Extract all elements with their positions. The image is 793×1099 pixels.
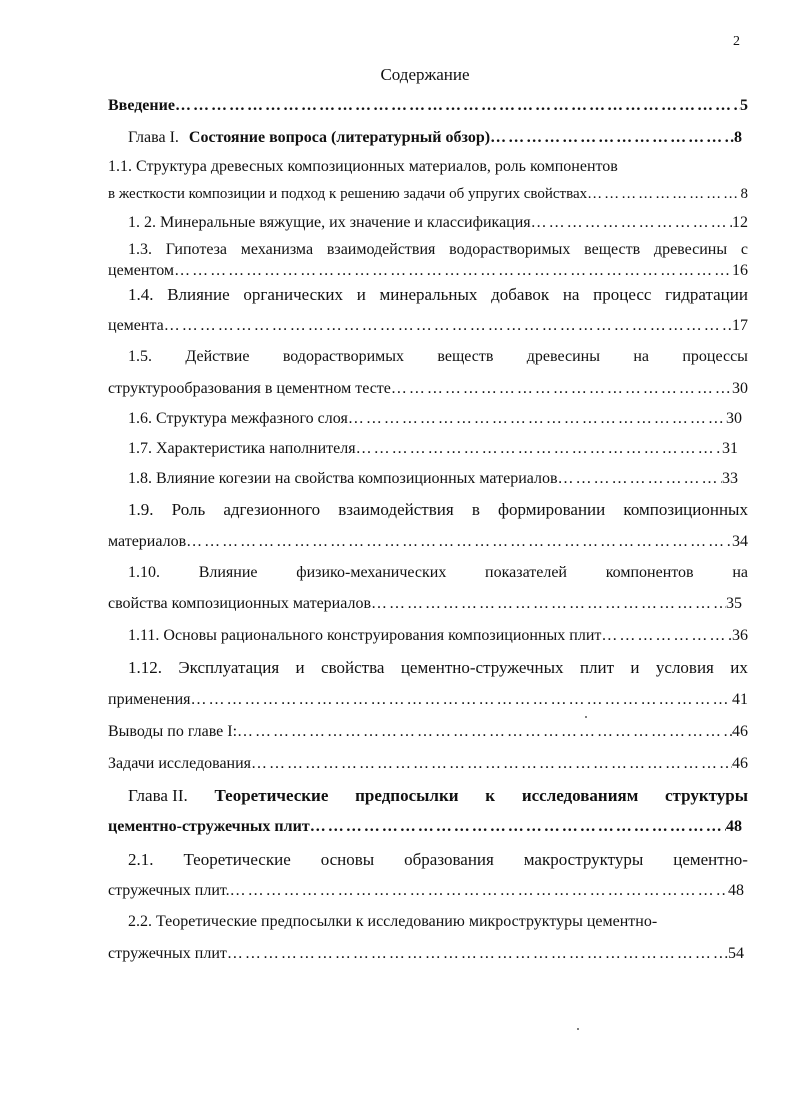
toc-entry-research-tasks: Задачи исследования ………………………………………………………………………………………………………………………………………………………………………… 46 [108, 754, 748, 774]
scan-speck [585, 716, 587, 718]
toc-entry-1-1-line1: 1.1. Структура древесных композиционных материалов, роль компонентов [108, 158, 618, 175]
toc-entry-1-10-line1: 1.10. Влияние физико-механических показателей компонентов на [128, 564, 748, 581]
toc-entry-1-7: 1.7. Характеристика наполнителя ………………………………………………………………………………………………………………………………………………………………………… 31 [128, 439, 738, 459]
toc-entry-1-8: 1.8. Влияние когезии на свойства композиционных материалов ………………………………………………………………………………………………………………………………………………………………………… 33 [128, 469, 738, 489]
toc-entry-chapter-2-line1: Глава II. Теоретические предпосылки к исследованиям структуры [128, 786, 748, 805]
toc-entry-1-6: 1.6. Структура межфазного слоя ………………………………………………………………………………………………………………………………………………………………………… 30 [128, 409, 742, 429]
toc-entry-2-1-line1: 2.1. Теоретические основы образования макроструктуры цементно- [128, 850, 748, 869]
toc-entry-chapter-2-line2: цементно-стружечных плит ………………………………………………………………………………………………………………………………………………………………………… 48 [108, 817, 742, 837]
toc-entry-1-9-line2: материалов ………………………………………………………………………………………………………………………………………………………………………… 34 [108, 532, 748, 552]
toc-entry-2-2-line1: 2.2. Теоретические предпосылки к исследованию микроструктуры цементно- [128, 913, 658, 930]
toc-entry-1-4-line2: цемента ………………………………………………………………………………………………………………………………………………………………………… 17 [108, 316, 748, 336]
toc-entry-1-12-line2: применения ………………………………………………………………………………………………………………………………………………………………………… 41 [108, 690, 748, 710]
page-number: 2 [733, 34, 740, 49]
toc-entry-1-1-line2: в жесткости композиции и подход к решению задачи об упругих свойствах ………………………………………………………………………………………………………………………………………………………………………… 8 [108, 184, 748, 204]
toc-entry-1-2: 1. 2. Минеральные вяжущие, их значение и классификация ………………………………………………………………………………………………………………………………………………………………………… 12 [128, 213, 748, 233]
toc-entry-chapter-1: Глава I. Состояние вопроса (литературный обзор) ………………………………………………………………………………………………………………………………………………………………………… 8 [128, 128, 742, 148]
scan-speck [577, 1028, 579, 1030]
toc-title: Содержание [380, 65, 470, 84]
toc-entry-1-3-line2: цементом ………………………………………………………………………………………………………………………………………………………………………… 16 [108, 261, 748, 281]
toc-entry-1-11: 1.11. Основы рационального конструирования композиционных плит ………………………………………………………………………………………………………………………………………………………………………… 36 [128, 626, 748, 646]
toc-entry-1-9-line1: 1.9. Роль адгезионного взаимодействия в формировании композиционных [128, 500, 748, 519]
toc-entry-1-3-line1: 1.3. Гипотеза механизма взаимодействия водорастворимых веществ древесины с [128, 241, 748, 258]
toc-entry-1-12-line1: 1.12. Эксплуатация и свойства цементно-стружечных плит и условия их [128, 658, 748, 677]
toc-entry-1-10-line2: свойства композиционных материалов ………………………………………………………………………………………………………………………………………………………………………… 35 [108, 594, 742, 614]
toc-entry-2-2-line2: стружечных плит ………………………………………………………………………………………………………………………………………………………………………… 54 [108, 944, 744, 964]
toc-entry-2-1-line2: стружечных плит. ………………………………………………………………………………………………………………………………………………………………………… 48 [108, 881, 744, 901]
toc-entry-conclusions-1: Выводы по главе I: ………………………………………………………………………………………………………………………………………………………………………… 46 [108, 722, 748, 742]
toc-entry-1-4-line1: 1.4. Влияние органических и минеральных добавок на процесс гидратации [128, 285, 748, 304]
toc-entry-1-5-line2: структурообразования в цементном тесте ………………………………………………………………………………………………………………………………………………………………………… 30 [108, 379, 748, 399]
toc-entry-introduction: Введение ………………………………………………………………………………………………………………………………………………………………………… 5 [108, 96, 748, 116]
toc-entry-1-5-line1: 1.5. Действие водорастворимых веществ древесины на процессы [128, 348, 748, 365]
